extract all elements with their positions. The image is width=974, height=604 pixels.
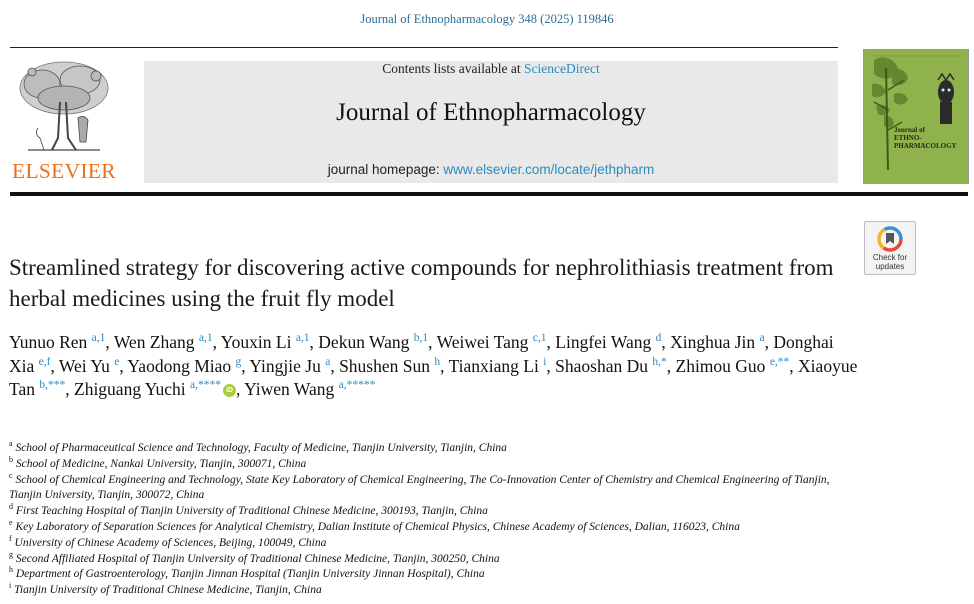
author-name[interactable]: Dekun Wang: [318, 332, 410, 352]
author[interactable]: [555, 332, 670, 352]
author-name[interactable]: Youxin Li: [220, 332, 292, 352]
affiliation-text: First Teaching Hospital of Tianjin University of Traditional Chinese Medicine, 300193, Tianjin, China: [13, 505, 488, 518]
affiliation-text: University of Chinese Academy of Sciences, Beijing, 100049, China: [11, 536, 327, 549]
affiliation-item: [9, 470, 839, 505]
homepage-link[interactable]: www.elsevier.com/locate/jethpharm: [443, 162, 655, 177]
elsevier-tree-icon: [8, 58, 118, 156]
author-name[interactable]: Tianxiang Li: [448, 355, 539, 376]
masthead-bottom-rule: [10, 192, 968, 196]
affiliation-text: School of Medicine, Nankai University, Tianjin, 300071, China: [13, 457, 307, 470]
author-separator: ,: [309, 332, 319, 352]
author-list: [9, 331, 859, 402]
author-separator: ,: [330, 355, 340, 376]
affiliation-key: h: [9, 565, 13, 575]
affiliation-key: i: [9, 581, 12, 591]
check-for-updates-button[interactable]: [864, 221, 916, 275]
journal-title[interactable]: Journal of Ethnopharmacology: [336, 99, 646, 126]
affiliation-key: b: [9, 454, 13, 464]
affiliation-item: [9, 533, 839, 552]
author[interactable]: [9, 332, 114, 352]
journal-cover-thumbnail[interactable]: [863, 49, 969, 184]
author-affiliation-marker[interactable]: a,1: [295, 332, 310, 345]
author[interactable]: [670, 332, 773, 352]
cover-title-line2: ETHNO-: [894, 134, 922, 142]
author-separator: ,: [50, 355, 59, 376]
affiliation-text: Second Affiliated Hospital of Tianjin University of Traditional Chinese Medicine, Tianjin, 300250, China: [13, 552, 500, 565]
author-separator: ,: [789, 355, 799, 376]
author-name[interactable]: Yiwen Wang: [244, 379, 335, 399]
author-affiliation-marker[interactable]: i: [543, 355, 547, 368]
author-affiliation-marker[interactable]: a: [325, 355, 331, 368]
author[interactable]: [555, 356, 675, 376]
author[interactable]: [437, 332, 556, 352]
author-separator: ,: [212, 332, 221, 352]
author-separator: ,: [764, 332, 774, 352]
author[interactable]: [339, 356, 448, 376]
author-name[interactable]: Donghai Xia: [9, 332, 834, 376]
author[interactable]: [244, 379, 375, 399]
author[interactable]: [221, 332, 319, 352]
author-name[interactable]: Xinghua Jin: [670, 332, 756, 352]
author-separator: ,: [241, 355, 250, 376]
author-affiliation-marker[interactable]: h: [434, 355, 441, 368]
author-affiliation-marker[interactable]: b,1: [413, 332, 429, 345]
cover-tree-icon: [864, 50, 968, 183]
journal-masthead: [144, 61, 838, 183]
affiliation-item: [9, 549, 839, 568]
affiliation-text: Key Laboratory of Separation Sciences for Analytical Chemistry, Dalian Institute of Chemical Physics, Chinese Academy of Sciences, Dalian, 116023, China: [12, 520, 740, 533]
affiliation-key: c: [9, 470, 13, 480]
author-affiliation-marker[interactable]: g: [235, 355, 242, 368]
author-name[interactable]: Weiwei Tang: [436, 332, 529, 352]
author-separator: ,: [440, 355, 449, 376]
author-affiliation-marker[interactable]: a,*****: [338, 379, 376, 392]
author-affiliation-marker[interactable]: e,**: [769, 355, 790, 368]
author[interactable]: [318, 332, 436, 352]
author-affiliation-marker[interactable]: b,***: [39, 379, 66, 392]
author-affiliation-marker[interactable]: c,1: [532, 332, 547, 345]
author-separator: ,: [65, 379, 74, 399]
author-name[interactable]: Zhimou Guo: [675, 355, 766, 376]
author-name[interactable]: Lingfei Wang: [555, 332, 652, 352]
author-separator: ,: [428, 332, 437, 352]
affiliation-text: School of Pharmaceutical Science and Technology, Faculty of Medicine, Tianjin University, Tianjin, China: [12, 442, 507, 454]
journal-citation[interactable]: Journal of Ethnopharmacology 348 (2025) 119846: [360, 12, 614, 26]
affiliation-item: [9, 520, 839, 536]
affiliation-key: g: [9, 549, 13, 559]
author-affiliation-marker[interactable]: a,1: [198, 332, 213, 345]
author-name[interactable]: Shaoshan Du: [555, 355, 648, 376]
author-affiliation-marker[interactable]: d: [655, 332, 662, 345]
affiliation-text: School of Chemical Engineering and Technology, State Key Laboratory of Chemical Engineering, The Co-Innovation Center of Chemistry and Chemical Engineering of Tianjin, Tianjin University, Tianjin, 300072, China: [9, 473, 830, 502]
homepage-line: [144, 162, 838, 177]
author-name[interactable]: Yaodong Miao: [127, 355, 232, 376]
affiliation-key: d: [9, 502, 13, 512]
affiliation-list: [9, 441, 839, 599]
affiliation-item: [9, 441, 839, 457]
author-affiliation-marker[interactable]: a,1: [91, 332, 106, 345]
cover-title: [894, 126, 968, 150]
check-updates-line2: updates: [875, 262, 905, 271]
affiliation-item: [9, 454, 839, 473]
check-updates-icon: [865, 224, 915, 254]
author-name[interactable]: Wei Yu: [58, 355, 110, 376]
author-name[interactable]: Zhiguang Yuchi: [74, 379, 186, 399]
contents-prefix: Contents lists available at: [382, 61, 521, 76]
author-affiliation-marker[interactable]: a: [759, 332, 765, 345]
affiliation-key: a: [9, 439, 13, 449]
author-separator: ,: [119, 355, 128, 376]
affiliation-item: [9, 583, 839, 599]
author[interactable]: [449, 356, 556, 376]
author-name[interactable]: Yingjie Ju: [249, 355, 321, 376]
author-affiliation-marker[interactable]: e: [114, 355, 120, 368]
author-separator: ,: [546, 355, 556, 376]
author-name[interactable]: Wen Zhang: [113, 332, 195, 352]
author-separator: ,: [661, 332, 671, 352]
author-name[interactable]: Yunuo Ren: [9, 332, 88, 352]
author[interactable]: [127, 356, 249, 376]
author[interactable]: [676, 356, 799, 376]
affiliation-item: [9, 567, 839, 583]
author[interactable]: [114, 332, 221, 352]
elsevier-wordmark: ELSEVIER: [12, 159, 116, 183]
author-separator: ,: [546, 332, 556, 352]
contents-line: [144, 61, 838, 77]
check-updates-label: [865, 253, 915, 271]
article-title: Streamlined strategy for discovering active compounds for nephrolithiasis treatment from herbal medicines using the fruit fly model: [9, 255, 834, 311]
affiliation-text: Department of Gastroenterology, Tianjin Jinnan Hospital (Tianjin University Jinnan Hospital), China: [13, 568, 485, 581]
author-name[interactable]: Shushen Sun: [339, 355, 430, 376]
author-affiliation-marker[interactable]: h,*: [652, 355, 667, 368]
orcid-icon[interactable]: iD: [223, 384, 236, 397]
author-name[interactable]: Xiaoyue Tan: [9, 355, 858, 399]
elsevier-logo[interactable]: [8, 58, 120, 184]
sciencedirect-link[interactable]: ScienceDirect: [524, 61, 600, 76]
author-affiliation-marker[interactable]: e,f: [38, 355, 51, 368]
cover-title-line3: PHARMACOLOGY: [894, 142, 957, 150]
author-affiliation-marker[interactable]: a,****: [190, 379, 221, 392]
affiliation-text: Tianjin University of Traditional Chinese Medicine, Tianjin, China: [11, 584, 322, 597]
author[interactable]: [249, 356, 339, 376]
homepage-prefix: journal homepage:: [327, 162, 440, 177]
author-separator: ,: [666, 355, 676, 376]
author-separator: ,: [105, 332, 114, 352]
cover-title-line1: Journal of: [894, 126, 925, 134]
affiliation-key: e: [9, 518, 13, 528]
author[interactable]: [59, 356, 128, 376]
affiliation-item: [9, 504, 839, 520]
affiliation-key: f: [9, 533, 12, 543]
header-rule: [10, 47, 838, 48]
check-updates-line1: Check for: [872, 253, 908, 262]
author-separator: ,: [235, 379, 245, 399]
author[interactable]: [74, 379, 244, 399]
